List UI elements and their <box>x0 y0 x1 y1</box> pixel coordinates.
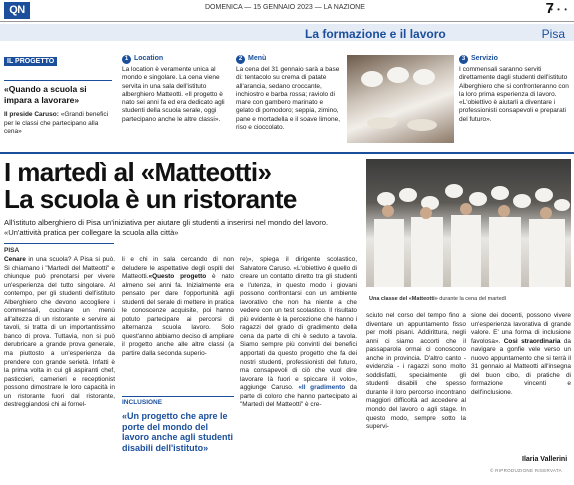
class-photo <box>366 159 571 304</box>
sidebar-body: Il preside Caruso: «Grandi benefici per le classi che partecipano alla cena» <box>4 111 109 135</box>
number-badge: 3 <box>459 55 468 64</box>
sidebar-tag: IL PROGETTO <box>4 57 57 66</box>
sidebar-headline: «Quando a scuola si impara a lavorare» <box>4 80 112 105</box>
top-rule <box>0 21 574 22</box>
number-badge: 1 <box>122 55 131 64</box>
info-box-service <box>459 55 569 124</box>
box-title: Servizio <box>471 55 498 63</box>
quote-text: «Un progetto che apre le porte del mondo del lavoro anche agli studenti disabili dell'istituto» <box>122 411 234 453</box>
article-headline: I martedì al «Matteotti» La scuola è un ristorante <box>4 157 297 214</box>
box-title: Location <box>134 55 164 63</box>
article-column-2: li e chi in sala cercando di non deludere le aspettative degli ospiti del Matteotti.«Questo progetto è nato almeno sei anni fa. Inizialmente era pensato per dare l'opportunità agli studenti del serale di mettere in pratica le conoscenze acquisite, poi hanno potuto partecipare ai percorsi di alternanza scuola lavoro. Solo quest'anno abbiamo deciso di ampliare il progetto anche alle altre classi (a partire dalla seconda superio- <box>122 256 235 358</box>
page-number: 7 <box>545 0 554 17</box>
header-dateline: DOMENICA — 15 GENNAIO 2023 — LA NAZIONE <box>205 4 365 11</box>
box-title: Menù <box>248 55 267 63</box>
section-city: Pisa <box>541 27 565 41</box>
box-text: La location è veramente unica al mondo e singolare. La cena viene servita in una sala dell'istituto alberghiero Matteotti. «Il progetto è nato sei anni fa ed era dedicato agli studenti della scuola serale, oggi partecipano anche le altre classi». <box>122 66 225 123</box>
box-text: I commensali saranno serviti direttamente dagli studenti dell'istituto Alberghiero che si confronteranno con la loro prima esperienza di lavoro. «L'obiettivo è aiutarli a diventare i professionisti consapevoli e preparati del futuro». <box>459 66 569 123</box>
article-subhead: All'istituto alberghiero di Pisa un'iniziativa per aiutare gli studenti a inserirsi nel mondo del lavoro. «Un'attività pratica per collegare la scuola alla città» <box>4 218 329 237</box>
byline: Ilaria Vallerini <box>522 456 568 463</box>
place-rule <box>4 243 114 244</box>
number-badge: 2 <box>236 55 245 64</box>
article-column-1: Cenare in una scuola? A Pisa si può. Si chiamano i "Martedì del Matteotti" e chiunque può prenotarsi per vivere un'esperienza del tutto singolare. Al contempo, per gli studenti dell'istituto Alberghiero che devono accogliere i commensali, cucinare un menù all'altezza di un ristorante e servire ai tavoli, si tratta di un importantissimo banco di prova. Tuttavia, non si può derubricare a grande prova generale, ma piuttosto a un'esperienza da prendere con grande serietà. Infatti è la prima volta in cui gli aspiranti chef, pasticcieri, camerieri e receptionist possono dimostrare le loro capacità in un ristorante fuori dal ristorante, destreggiandosi chi ai fornel- <box>4 256 115 409</box>
article-column-5: sione dei docenti, possono vivere un'esperienza lavorativa di grande valore. E' una forma di inclusione favolosa». Così straordinaria da navigare a gonfie vele verso un nuovo appuntamento che si terrà il 31 gennaio al Matteotti all'insegna del buon cibo, di pratiche di formazione vincenti e dell'inclusione. <box>471 312 572 396</box>
section-title: La formazione e il lavoro <box>305 27 446 41</box>
inclusion-quote <box>122 396 234 453</box>
quote-tag: INCLUSIONE <box>122 396 234 406</box>
box-text: La cena del 31 gennaio sarà a base di: tentacolo su crema di patate all'arancia, sedano croccante, inchiostro e barba rossa; raviolo di mare con gambero marinato e gelato di pomodoro; seppia, zimino, pane e mortadella e il soave limone, riso e cioccolato. <box>236 66 341 132</box>
section-bar <box>0 24 574 41</box>
food-photo <box>347 55 454 143</box>
main-rule <box>0 152 574 154</box>
info-box-menu <box>236 55 342 132</box>
article-column-4: sciuto nel corso del tempo fino a diventare un appuntamento fisso per molti pisani. Addirittura, negli anni ci siamo accorti che il passaparola ormai ci conoscono anche in provincia. D'altro canto - evidenzia - i ragazzi sono molto soddisfatti, specialmente gli studenti disabili che spesso durante il loro percorso incontrano maggiori difficoltà ad accedere al mondo del lavoro o agli stage. In questo modo, sempre sotto la supervi- <box>366 312 466 431</box>
info-box-location <box>122 55 230 124</box>
sidebar-box <box>4 50 112 137</box>
article-column-3: re)», spiega il dirigente scolastico, Salvatore Caruso. «L'obiettivo è quello di creare un contatto diretto tra gli studenti e l'utenza, in questo modo i giovani possono confrontarsi con un ambiente lavorativo che non ha niente a che vedere con un test scolastico. Il risultato più evidente è la percezione che hanno i ragazzi del grado di gradimento della cena da parte di chi è seduto a tavola. Siamo sempre più convinti dei benefici apportati da questo progetto che fa dei nostri studenti, professionisti del futuro, ma consapevoli di ciò che vuol dire lavorare là fuori e spiccare il volo», aggiunge Caruso. «Il gradimento da parte di coloro che hanno partecipato ai "Martedì del Matteotti" è cre- <box>240 256 358 409</box>
copyright-notice: © RIPRODUZIONE RISERVATA <box>490 468 562 473</box>
newspaper-logo: QN <box>4 2 30 19</box>
article-place: PISA <box>4 247 20 254</box>
page-dots: • • • <box>550 5 568 14</box>
photo-caption: Una classe del «Matteotti» durante la cena del martedì <box>369 296 507 302</box>
